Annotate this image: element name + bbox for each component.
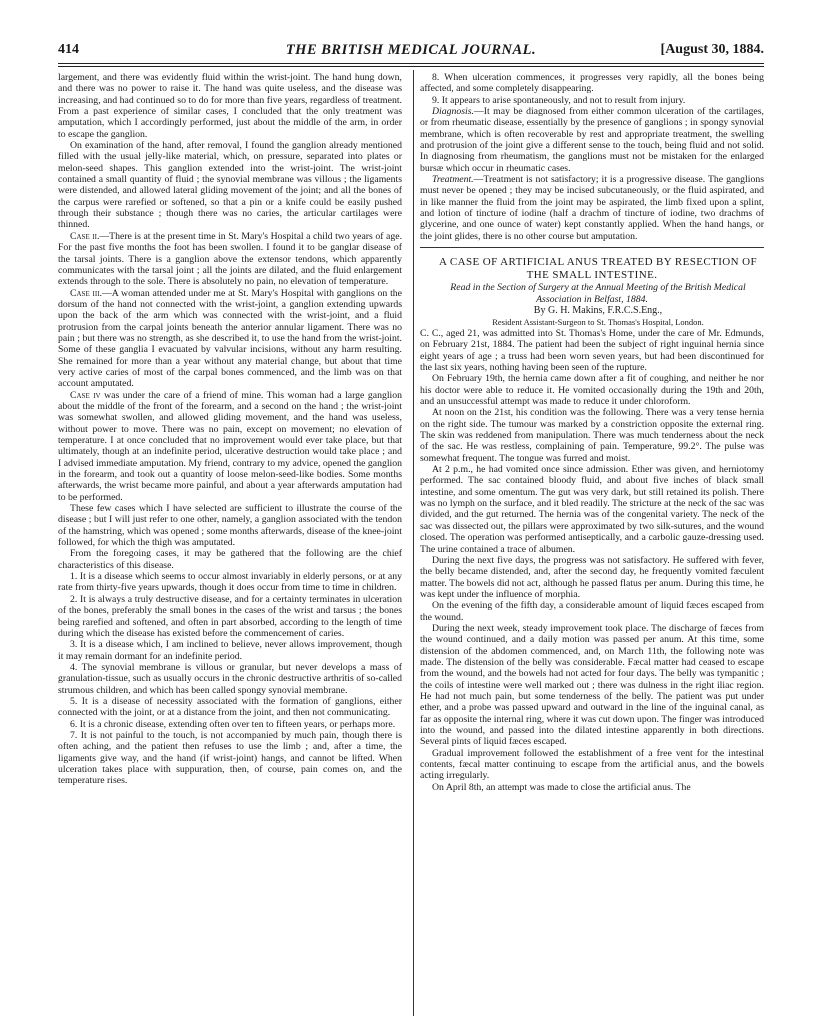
treatment-paragraph [420,174,764,242]
diagnosis-text: —It may be diagnosed from either common ulceration of the cartilages, or from rheumatic disease, essentially by the presence of ganglions ; in spongy synovial membrane, which is often recoverable by rest and appropriate treatment, the swelling and protrusion of the joint give a different sense to the touch, being fluid and not solid. In diagnosing from rheumatism, the ganglions must not be mistaken for the enlarged bursæ which occur in rheumatic cases. [420,106,764,174]
article-paragraph: Gradual improvement followed the establishment of a free vent for the intestinal contents, fæcal matter continuing to escape from the artificial anus, and the bowels acting irregularly. [420,747,764,782]
article-byline: By G. H. Makins, F.R.C.S.Eng., [533,304,663,316]
list-item: 9. It appears to arise spontaneously, and not to result from injury. [432,94,686,106]
paragraph: largement, and there was evidently fluid within the wrist-joint. The hand hung down, and there was no power to raise it. The hand was quite useless, and the disease was increasing, and had continued so to do for more than five years, regardless of treatment. From a past experience of similar cases, I concluded that the only treatment was amputation, which I accordingly performed, just about the middle of the arm, in order to escape the ganglion. [58,72,402,140]
page-number: 414 [58,42,79,57]
article-paragraph: On the evening of the fifth day, a considerable amount of liquid fæces escaped from the wound. [420,600,764,623]
case-text: There is at the present time in St. Mary's Hospital a child two years of age. For the past five months the foot has been swollen. I found it to be ganglar disease of the tarsal joints. There is a ganglion above the extensor tendons, which apparently communicates with the tarsal joint ; all the joints are dilated, and the fluid enlargement extends through to the sole. There is absolutely no pain, no elevation of temperature. [58,230,402,288]
diagnosis-paragraph [420,106,764,174]
article-affiliation: Resident Assistant-Surgeon to St. Thomas's Hospital, London. [492,316,704,327]
column-divider [413,70,414,1016]
article-paragraph: On February 19th, the hernia came down after a fit of coughing, and neither he nor his doctor were able to reduce it. He vomited occasionally during the 19th and 20th, and an unsuccessful attempt was made to reduce it under chloroform. [420,373,764,408]
header-rule-thin [58,66,764,67]
article-paragraph: During the next week, steady improvement took place. The discharge of fæces from the wound continued, and a daily motion was passed per anum. At this time, some distension of the abdomen commenced, and, on March 11th, the following note was made. The distension of the belly was considerable. Fæcal matter had ceased to escape from the wound, and the bowels had not acted for four days. The belly was tympanitic ; the coils of intestine were well marked out ; there was dulness in the right iliac region. He had not much pain, but some tenderness of the belly. The patient was put under ether, and a probe was passed upward and outward in the line of the inguinal canal, as far as opposite the internal ring, where it was cut down upon. The finger was introduced into the wound, and passed into the dilated intestine apparently in both directions. Several pints of liquid fæces escaped. [420,622,764,748]
case-paragraph [58,390,402,503]
running-header [58,42,764,62]
diagnosis-label: Diagnosis. [432,106,474,118]
article-separator [420,247,764,248]
list-item: 2. It is always a truly destructive disease, and for a certainty terminates in ulceration of the bones, preferably the small bones in the cases of the wrist and tarsus ; the bones being rarefied and softened, and often in part absorbed, according to the length of time during which the disease has existed before the commencement of caries. [58,593,402,639]
case-label: Case iv [70,389,101,401]
article-paragraph: At noon on the 21st, his condition was the following. There was a very tense hernia on the right side. The tumour was marked by a constriction opposite the external ring. The skin was reddened from manipulation. There was much tenderness about the neck of the sac. He was restless, complaining of pain. Temperature, 99.2°. The pulse was somewhat frequent. The tongue was furred and moist. [420,407,764,464]
left-column [58,72,402,1016]
article-subtitle: Read in the Section of Surgery at the Annual Meeting of the British Medical Association in Belfast, 1884. [450,282,746,305]
list-item: 7. It is not painful to the touch, is not accompanied by much pain, though there is often aching, and the patient then refuses to use the limb ; and, after a time, the ligaments give way, and the hand (if wrist-joint) hangs, and cannot be lifted. When ulceration takes place with suppuration, then, of course, pain comes on, and the temperature rises. [58,729,402,787]
article-paragraph: C. C., aged 21, was admitted into St. Thomas's Home, under the care of Mr. Edmunds, on February 21st, 1884. The patient had been the subject of right inguinal hernia since eight years of age ; a truss had been worn seven years, but had been discontinued for the last six years, nothing having been seen of the rupture. [420,327,764,373]
article-paragraph: On April 8th, an attempt was made to close the artificial anus. The [432,781,691,793]
list-item: 6. It is a chronic disease, extending often over ten to fifteen years, or perhaps more. [70,718,396,730]
case-text: was under the care of a friend of mine. This woman had a large ganglion about the middle of the front of the forearm, and a second on the hand ; the wrist-joint was somewhat swollen, and allowed gliding movement, and the hand was useless, without power to move. There was no pain, except on movement; no elevation of temperature. I at once concluded that no improvement would ever take place, but that ultimately, though at an indefinite period, ulcerative destruction would take place ; and I advised immediate amputation. My friend, contrary to my advice, opened the ganglion in the forearm, and took out a quantity of loose melon-seed-like bodies. Some months afterwards, the wrist became more painful, and about a year afterwards amputation had to be performed. [58,389,402,503]
paragraph: These few cases which I have selected are sufficient to illustrate the course of the disease ; but I will just refer to one other, namely, a ganglion associated with the tendon of the hamstring, which was opened ; some months afterwards, disease of the knee-joint followed, for which the thigh was amputated. [58,503,402,549]
list-item: 5. It is a disease of necessity associated with the formation of ganglions, either connected with the joint, or at a distance from the joint, and then not communicating. [58,695,402,719]
case-label: Case ii.— [70,230,110,242]
list-item: 1. It is a disease which seems to occur almost invariably in elderly persons, or at any rate from thirty-five years upwards, though it does occur from time to time in children. [58,571,402,594]
list-item: 8. When ulceration commences, it progresses very rapidly, all the bones being affected, and some completely disappearing. [420,72,764,95]
treatment-label: Treatment. [432,174,474,186]
treatment-text: —Treatment is not satisfactory; it is a progressive disease. The ganglions must never be opened ; they may be incised subcutaneously, or the fluid aspirated, and in like manner the fluid from the joint may be aspirated, the limb fixed upon a splint, and lotion of tincture of iodine (half a drachm of tincture of iodine, two drachms of glycerine, and one ounce of water) kept constantly applied. When the hand hangs, or the joint glides, there is no other course but amputation. [420,174,764,242]
case-label: Case iii.— [70,287,112,299]
journal-title: THE BRITISH MEDICAL JOURNAL. [285,42,537,58]
case-text: A woman attended under me at St. Mary's Hospital with ganglions on the dorsum of the hand not connected with the wrist-joint, a ganglion extending upwards upon the back of the arm which was connected with the wrist-joint, and a fluid protrusion from the carpal joints beneath the anterior annular ligament. There was no pain ; but there was no strength, as she described it, to use the hand from the wrist-joint. Some of these ganglia I evacuated by valvular incisions, without any harm resulting. She remained for more than a year without any material change, but about that time very active caries of most of the carpal bones commenced, and the limb was on that account amputated. [58,287,402,390]
article-paragraph: At 2 p.m., he had vomited once since admission. Ether was given, and herniotomy performed. The sac contained bloody fluid, and about five inches of black small intestine, and some omentum. The gut was very dark, but still retained its polish. There was no lymph on the surface, and it bled readily. The stricture at the neck of the sac was divided, and the gut returned. The hernia was of the congenital variety. The neck of the sac was dissected out, the pillars were approximated by two silk-sutures, and the wound closed. The operation was performed antiseptically, and a carbolic gauze-dressing used. The urine contained a trace of albumen. [420,464,764,555]
header-rule [58,63,764,64]
list-item: 3. It is a disease which, I am inclined to believe, never allows improvement, though it may remain dormant for an indefinite period. [58,639,402,662]
right-column [420,72,764,1016]
paragraph: On examination of the hand, after removal, I found the ganglion already mentioned filled with the usual jelly-like material, which, on pressure, separated into plates or melon-seed shapes. This ganglion extended into the wrist-joint. The wrist-joint contained a small quantity of fluid ; the synovial membrane was villous ; the ligaments were distended, and allowed lateral gliding movement of the joint; and all the bones of the carpus were rarefied or softened, so that a pin or a knife could be easily pushed through their substance ; though there was no caries, the articular cartilages were thinned. [58,140,402,231]
article-title: A CASE OF ARTIFICIAL ANUS TREATED BY RESECTION OF THE SMALL INTESTINE. [438,256,757,282]
issue-date: [August 30, 1884. [660,42,764,57]
list-item: 4. The synovial membrane is villous or granular, but never develops a mass of granulation-tissue, such as usually occurs in the chronic destructive arthritis of so-called strumous children, and which has been called spongy synovial membrane. [58,661,402,696]
case-paragraph [58,231,402,288]
article-paragraph: During the next five days, the progress was not satisfactory. He suffered with fever, the belly became distended, and, after the second day, he frequently vomited fæculent matter. The bowels did not act, although he passed flatus per anum. During this time, he was kept under the influence of morphia. [420,554,764,600]
case-paragraph [58,288,402,390]
paragraph: From the foregoing cases, it may be gathered that the following are the chief characteristics of this disease. [58,548,402,571]
